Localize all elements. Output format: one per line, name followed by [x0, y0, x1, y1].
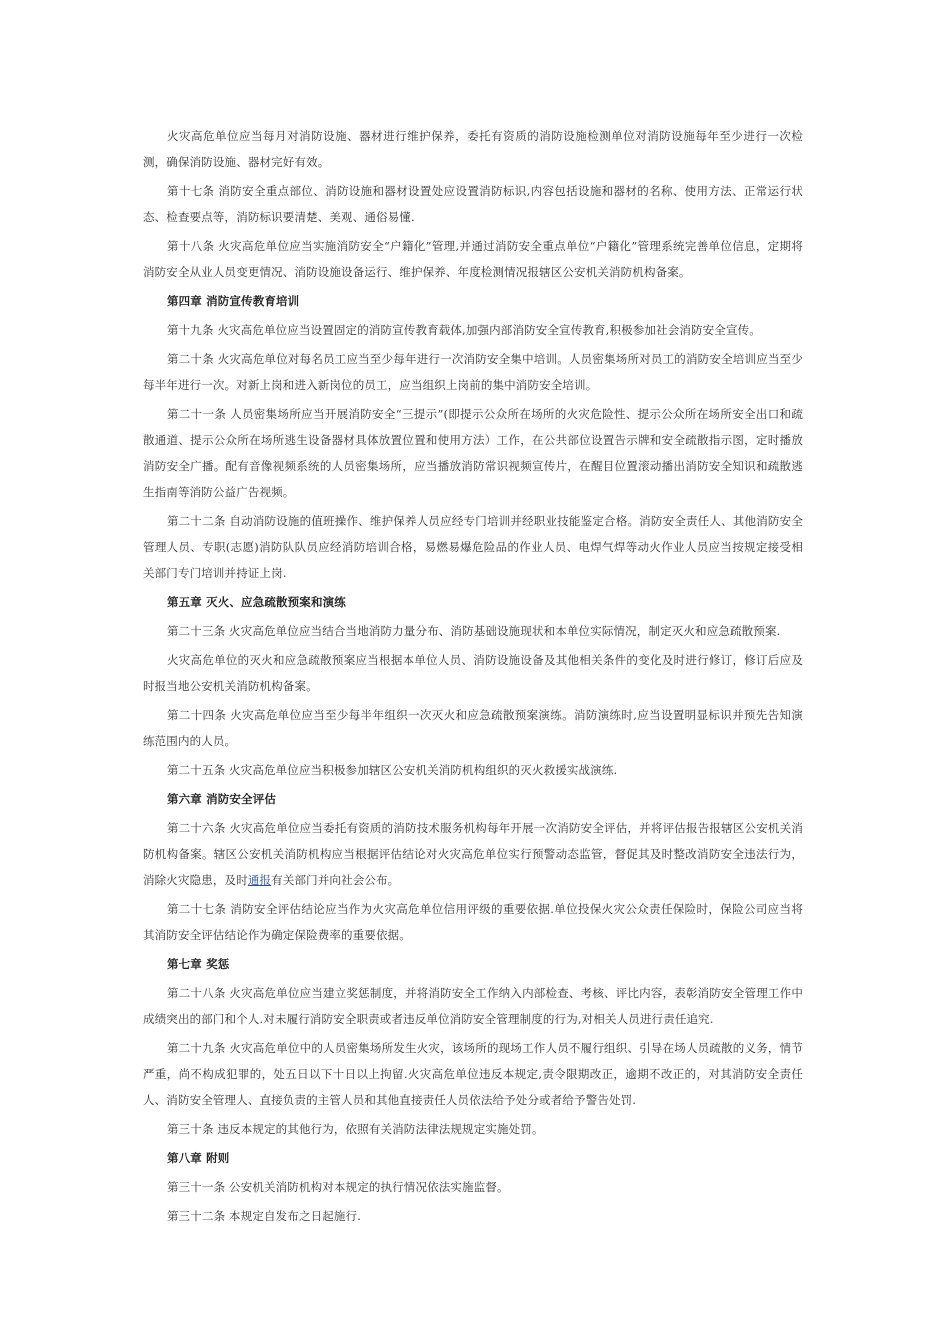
- article-17: 第十七条 消防安全重点部位、消防设施和器材设置处应设置消防标识,内容包括设施和器材的名称、使用方法、正常运行状态、检查要点等，消防标识要清楚、美观、通俗易懂.: [143, 184, 803, 224]
- chapter-4-heading: 第四章 消防宣传教育培训: [167, 294, 300, 308]
- article-26-text-after: 有关部门并向社会公布。: [271, 873, 400, 887]
- article-28: 第二十八条 火灾高危单位应当建立奖惩制度，并将消防安全工作纳入内部检查、考核、评比内容，表彰消防安全管理工作中成绩突出的部门和个人.对未履行消防安全职责或者违反单位消防安全管理制度的行为,对相关人员进行责任追究.: [143, 986, 803, 1026]
- paragraph-maintenance: 火灾高危单位应当每月对消防设施、器材进行维护保养，委托有资质的消防设施检测单位对消防设施每年至少进行一次检测，确保消防设施、器材完好有效。: [143, 129, 803, 169]
- article-26: [143, 815, 803, 893]
- article-24: 第二十四条 火灾高危单位应当至少每半年组织一次灭火和应急疏散预案演练。消防演练时,应当设置明显标识并预先告知演练范围内的人员。: [143, 708, 803, 748]
- article-30: 第三十条 违反本规定的其他行为，依照有关消防法律法规规定实施处罚。: [167, 1122, 544, 1136]
- chapter-7-heading: 第七章 奖惩: [167, 957, 230, 971]
- chapter-8-heading: 第八章 附则: [167, 1151, 230, 1165]
- article-26-text-before: 第二十六条 火灾高危单位应当委托有资质的消防技术服务机构每年开展一次消防安全评估，并将评估报告报辖区公安机关消防机构备案。辖区公安机关消防机构应当根据评估结论对火灾高危单位实行预警动态监管，督促其及时整改消防安全违法行为，消除火灾隐患，及时: [143, 821, 803, 887]
- article-29: 第二十九条 火灾高危单位中的人员密集场所发生火灾，该场所的现场工作人员不履行组织、引导在场人员疏散的义务，情节严重，尚不构成犯罪的，处五日以下十日以上拘留.火灾高危单位违反本规定,责令限期改正，逾期不改正的，对其消防安全责任人、消防安全管理人、直接负责的主管人员和其他直接责任人员依法给予处分或者给予警告处罚.: [143, 1041, 803, 1107]
- article-22: 第二十二条 自动消防设施的值班操作、维护保养人员应经专门培训并经职业技能鉴定合格。消防安全责任人、其他消防安全管理人员、专职(志愿)消防队队员应经消防培训合格，易燃易爆危险品的作业人员、电焊气焊等动火作业人员应当按规定接受相关部门专门培训并持证上岗.: [143, 514, 803, 580]
- article-18: 第十八条 火灾高危单位应当实施消防安全“户籍化”管理,并通过消防安全重点单位“户籍化”管理系统完善单位信息，定期将消防安全从业人员变更情况、消防设施设备运行、维护保养、年度检测情况报辖区公安机关消防机构备案。: [143, 239, 803, 279]
- document-body: [143, 123, 803, 1232]
- article-19: 第十九条 火灾高危单位应当设置固定的消防宣传教育载体,加强内部消防安全宣传教育,积极参加社会消防安全宣传。: [167, 323, 761, 337]
- article-23-continued: 火灾高危单位的灭火和应急疏散预案应当根据本单位人员、消防设施设备及其他相关条件的变化及时进行修订，修订后应及时报当地公安机关消防机构备案。: [143, 653, 803, 693]
- chapter-6-heading: 第六章 消防安全评估: [167, 792, 277, 806]
- notify-link[interactable]: 通报: [247, 873, 272, 887]
- article-20: 第二十条 火灾高危单位对每名员工应当至少每年进行一次消防安全集中培训。人员密集场所对员工的消防安全培训应当至少每半年进行一次。对新上岗和进入新岗位的员工，应当组织上岗前的集中消防安全培训。: [143, 352, 803, 392]
- chapter-5-heading: 第五章 灭火、应急疏散预案和演练: [167, 595, 346, 609]
- article-27: 第二十七条 消防安全评估结论应当作为火灾高危单位信用评级的重要依据.单位投保火灾公众责任保险时，保险公司应当将其消防安全评估结论作为确定保险费率的重要依据。: [143, 902, 803, 942]
- article-21: 第二十一条 人员密集场所应当开展消防安全“三提示”(即提示公众所在场所的火灾危险性、提示公众所在场所安全出口和疏散通道、提示公众所在场所逃生设备器材具体放置位置和使用方法）工作，在公共部位设置告示牌和安全疏散指示图，定时播放消防安全广播。配有音像视频系统的人员密集场所，应当播放消防常识视频宣传片，在醒目位置滚动播出消防安全知识和疏散逃生指南等消防公益广告视频。: [143, 407, 803, 499]
- article-25: 第二十五条 火灾高危单位应当积极参加辖区公安机关消防机构组织的灭火救援实战演练.: [167, 763, 618, 777]
- article-31: 第三十一条 公安机关消防机构对本规定的执行情况依法实施监督。: [167, 1180, 509, 1194]
- article-32: 第三十二条 本规定自发布之日起施行.: [167, 1209, 362, 1223]
- article-23: 第二十三条 火灾高危单位应当结合当地消防力量分布、消防基础设施现状和本单位实际情况，制定灭火和应急疏散预案.: [167, 624, 781, 638]
